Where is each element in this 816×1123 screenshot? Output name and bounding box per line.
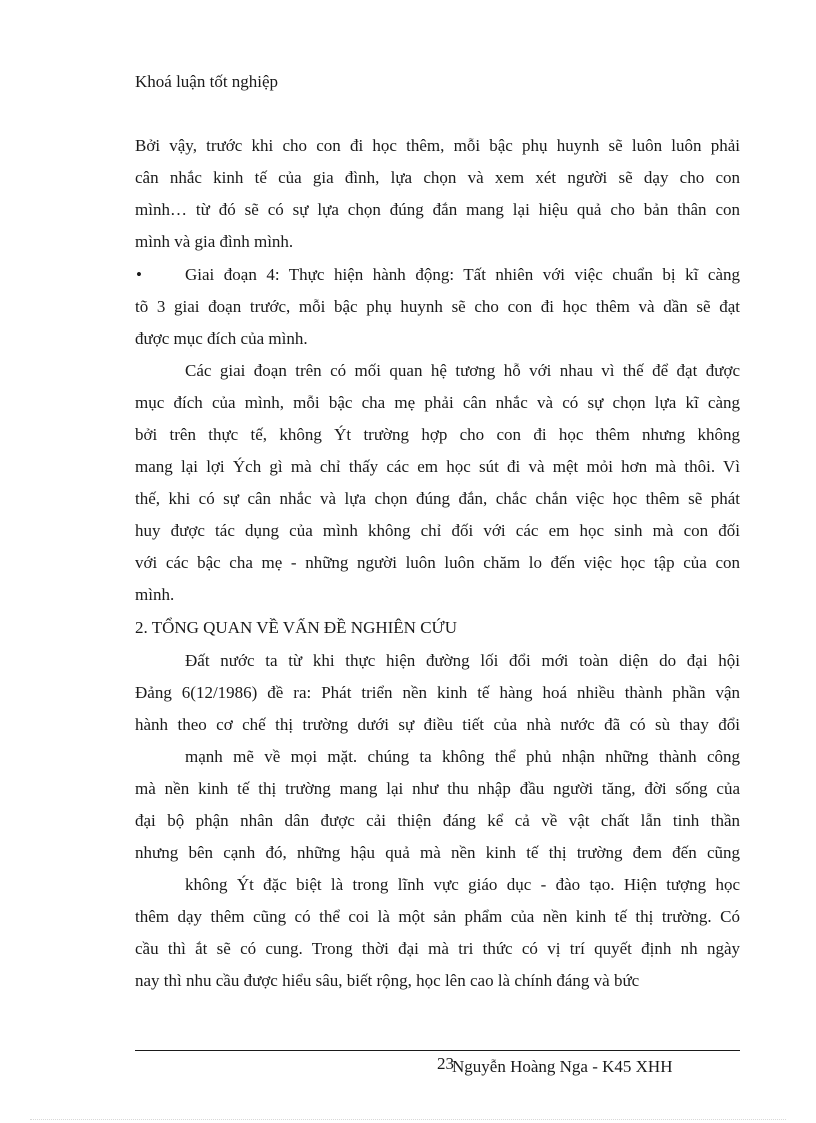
page-number: 23: [437, 1054, 454, 1073]
text-line: mà nền kinh tế thị trường mang lại như thu nhập đầu người tăng, đời sống của: [135, 779, 740, 798]
text-line: mang lại lợi Ých gì mà chỉ thấy các em học sút đi và mệt mỏi hơn mà thôi. Vì: [135, 457, 740, 476]
text-line: được mục đích của mình.: [135, 329, 308, 348]
text-line: Bởi vậy, trước khi cho con đi học thêm, mỗi bậc phụ huynh sẽ luôn luôn phải: [135, 136, 740, 155]
text-line: mình.: [135, 585, 175, 604]
text-line: đại bộ phận nhân dân được cải thiện đáng kể cả về vật chất lẫn tinh thần: [135, 811, 740, 830]
text-line: mạnh mẽ về mọi mặt. chúng ta không thể phủ nhận những thành công: [185, 747, 740, 766]
text-line: cầu thì ắt sẽ có cung. Trong thời đại mà tri thức có vị trí quyết định nh ngày: [135, 939, 740, 958]
text-line: tõ 3 giai đoạn trước, mỗi bậc phụ huynh sẽ cho con đi học thêm và dần sẽ đạt: [135, 297, 740, 316]
text-line: nhưng bên cạnh đó, những hậu quả mà nền kinh tế thị trường đem đến cũng: [135, 843, 740, 862]
text-line: mục đích của mình, mỗi bậc cha mẹ phải cân nhắc và có sự chọn lựa kĩ càng: [135, 393, 740, 412]
text-line: hành theo cơ chế thị trường dưới sự điều tiết của nhà nước đã có sù thay đổi: [135, 715, 740, 734]
bullet-icon: •: [136, 265, 142, 284]
text-line: thế, khi có sự cân nhắc và lựa chọn đúng đắn, chắc chắn việc học thêm sẽ phát: [135, 489, 740, 508]
text-line: Các giai đoạn trên có mối quan hệ tương hỗ với nhau vì thế để đạt được: [185, 361, 740, 380]
document-header-title: Khoá luận tốt nghiệp: [135, 72, 279, 91]
text-line: với các bậc cha mẹ - những người luôn luôn chăm lo đến việc học tập của con: [135, 553, 740, 572]
text-line: mình… từ đó sẽ có sự lựa chọn đúng đắn mang lại hiệu quả cho bản thân con: [135, 200, 740, 219]
text-line: Giai đoạn 4: Thực hiện hành động: Tất nhiên với việc chuẩn bị kĩ càng: [185, 265, 740, 284]
text-line: không Ýt đặc biệt là trong lĩnh vực giáo dục - đào tạo. Hiện tượng học: [185, 875, 740, 894]
text-line: nay thì nhu cầu được hiểu sâu, biết rộng, học lên cao là chính đáng và bức: [135, 971, 640, 990]
text-line: Đảng 6(12/1986) đề ra: Phát triển nền kinh tế hàng hoá nhiều thành phần vận: [135, 683, 740, 702]
footer-rule: [135, 1050, 740, 1051]
text-line: huy được tác dụng của mình không chỉ đối với các em học sinh mà con đối: [135, 521, 740, 540]
text-line: thêm dạy thêm cũng có thể coi là một sản phẩm của nền kinh tế thị trường. Có: [135, 907, 740, 926]
text-line: mình và gia đình mình.: [135, 232, 294, 251]
text-line: bởi trên thực tế, không Ýt trường hợp cho con đi học thêm nhưng không: [135, 425, 740, 444]
footer-author: Nguyễn Hoàng Nga - K45 XHH: [452, 1057, 673, 1076]
page-bottom-divider: [30, 1119, 786, 1120]
text-line: Đất nước ta từ khi thực hiện đường lối đổi mới toàn diện do đại hội: [185, 651, 740, 670]
section-heading: 2. TỔNG QUAN VỀ VẤN ĐỀ NGHIÊN CỨU: [135, 618, 458, 637]
text-line: cân nhắc kinh tế của gia đình, lựa chọn và xem xét người sẽ dạy cho con: [135, 168, 740, 187]
